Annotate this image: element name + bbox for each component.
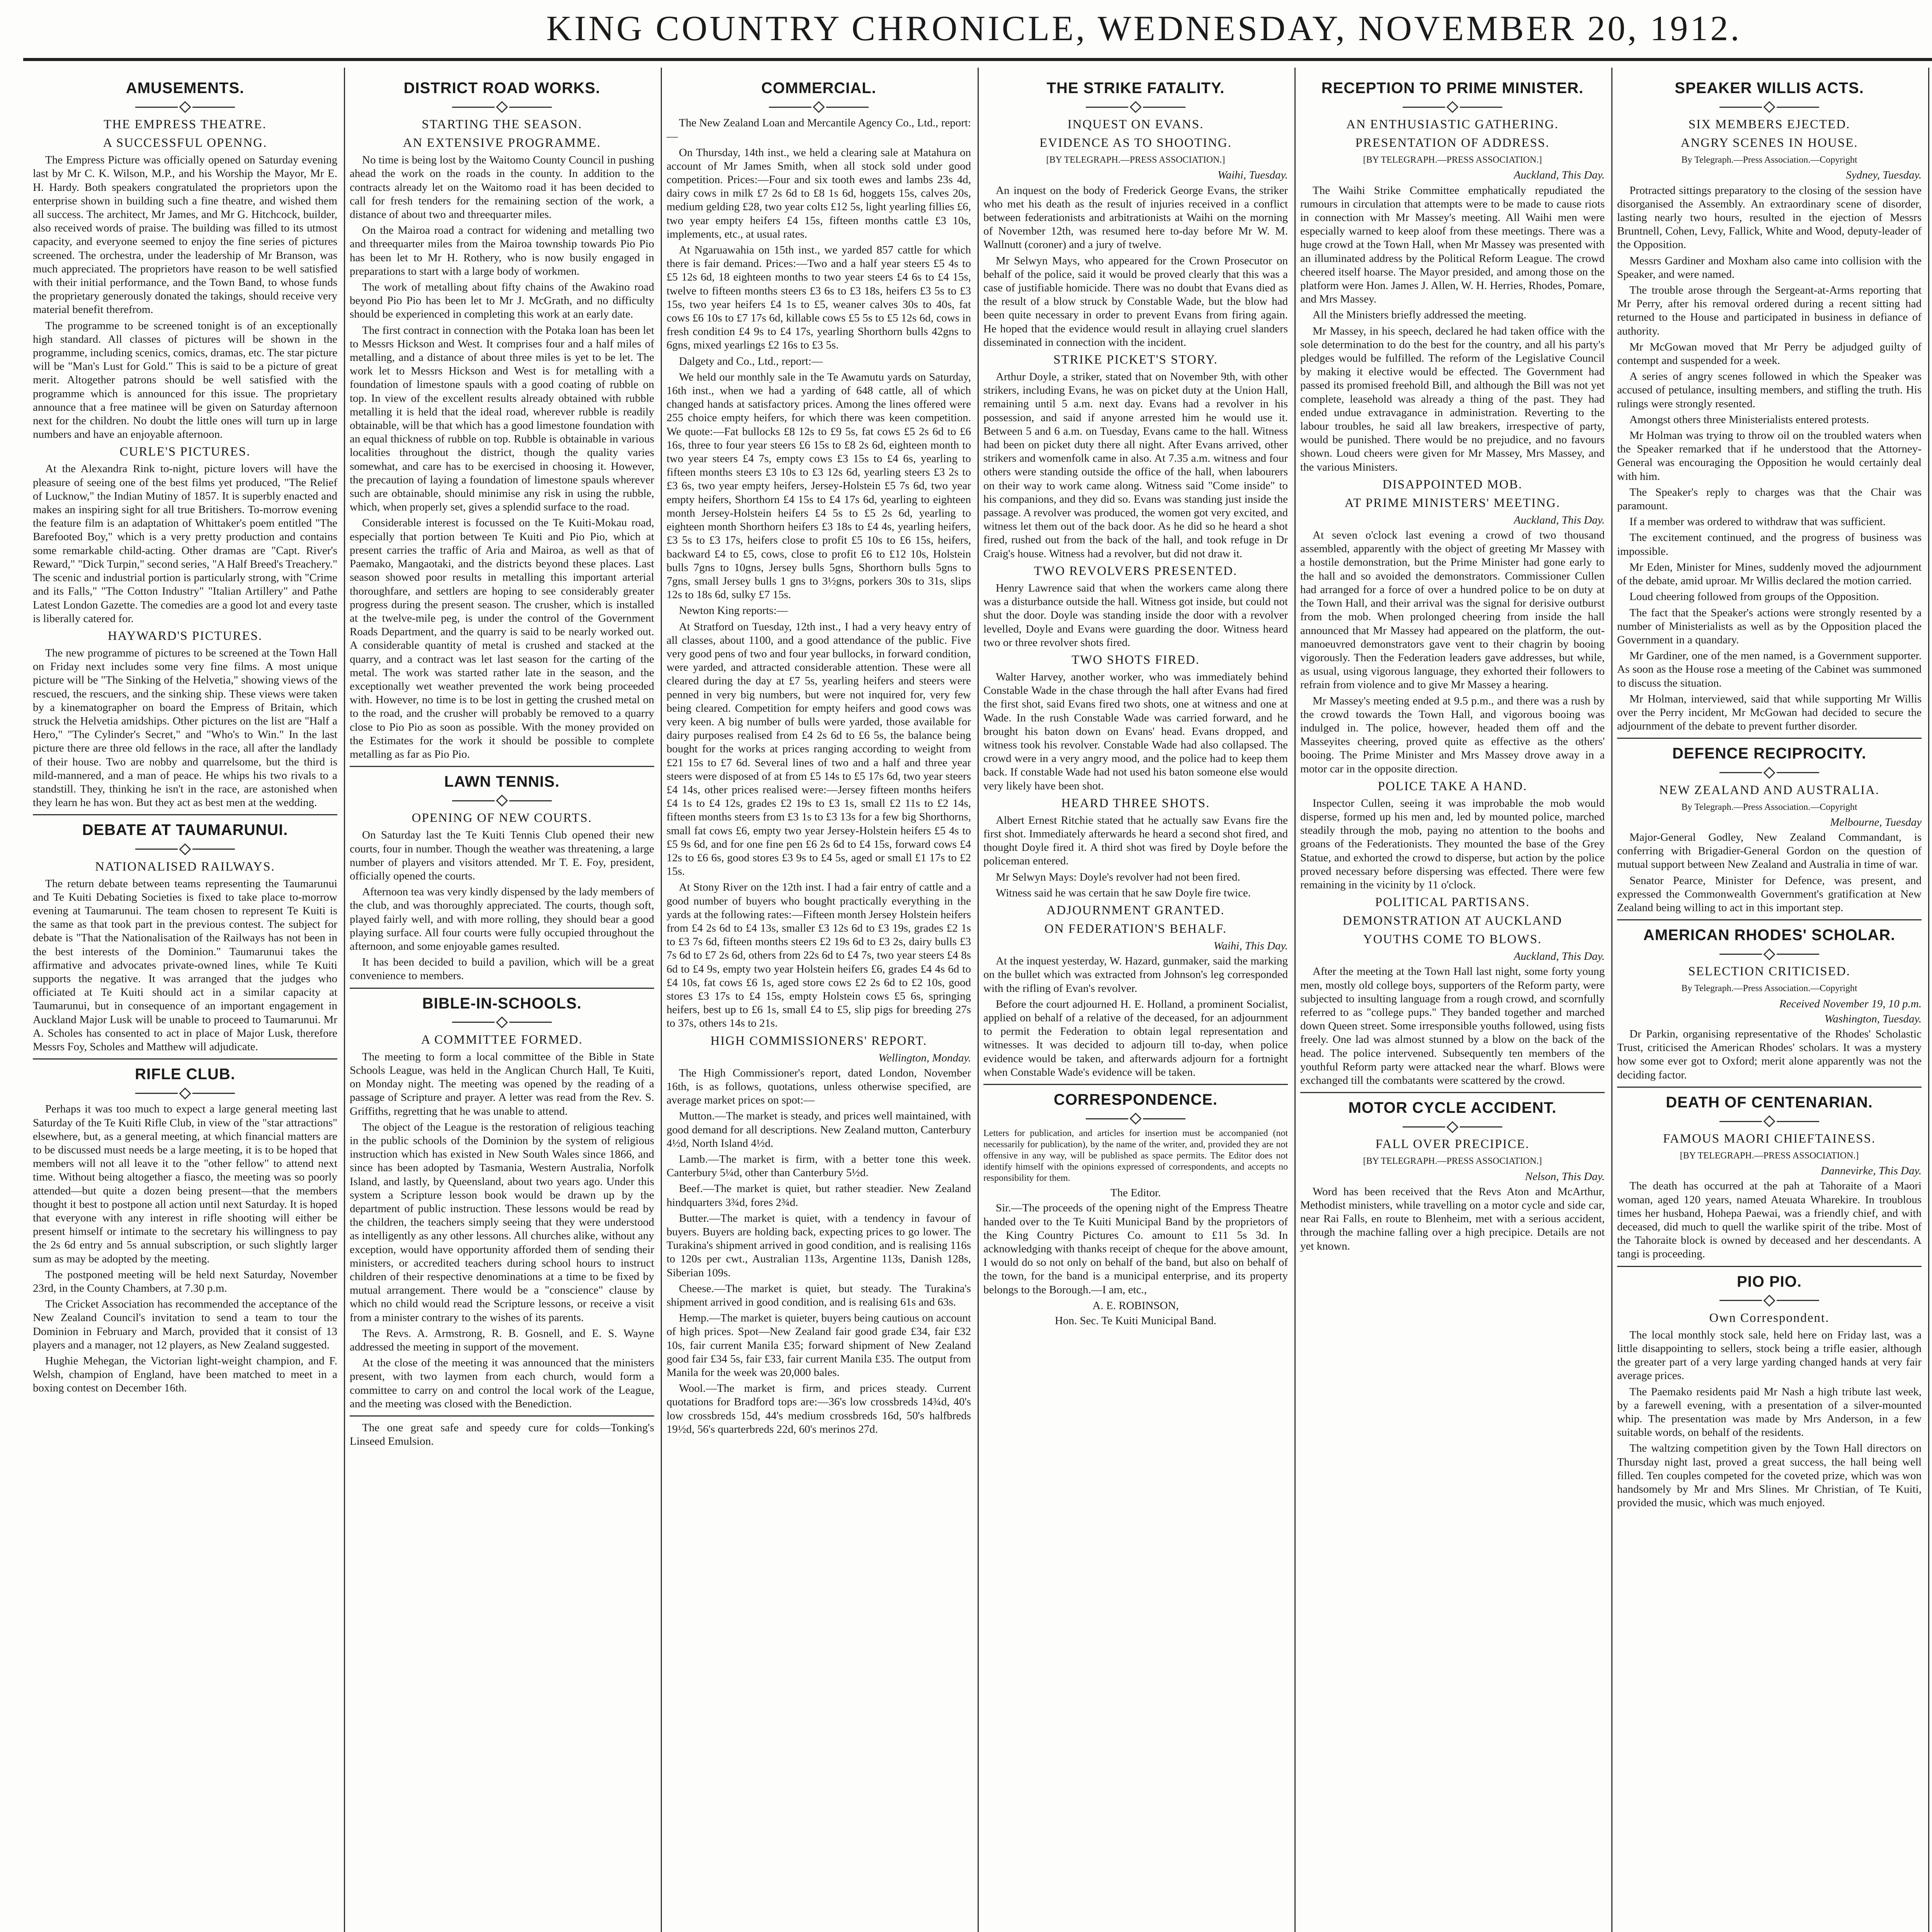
paragraph: The work of metalling about fifty chains of the Awakino road beyond Pio Pio has been let to Mr J. McGrath, and no difficulty should be experienced in completing this work at an early date. [350,281,654,321]
paragraph: The trouble arose through the Sergeant-at-Arms reporting that Mr Perry, after his removal ordered during a recent sitting had returned to the House and participated in business in defiance of authority. [1617,284,1922,337]
subhead: AN ENTHUSIASTIC GATHERING. [1346,117,1559,132]
headline-strike-fatality: THE STRIKE FATALITY. [1046,80,1225,97]
paragraph: The programme to be screened tonight is of an exceptionally high standard. All classes of pictures will be shown in the programme, including scenics, comics, dramas, etc. The star picture will be "Man's Lust for Gold." This is said to be a picture of great merit. Altogether patrons should be well satisfied with the programme which is announced for this issue. The proprietary announce that a free matinee will be given on Saturday afternoon next for the children. No doubt the little ones will turn up in large numbers and have an enjoyable afternoon. [33,319,337,441]
paragraph: The return debate between teams representing the Taumarunui and Te Kuiti Debating Societies is fixed to take place to-morrow evening at Taumarunui. The team chosen to represent Te Kuiti is the same as that took part in the previous contest. The subject for debate is "That the Nationalisation of the Railways has not been in the best interests of the Dominion." Taumarunui takes the affirmative and advocates private-owned lines, while Te Kuiti supports the negative. It was arranged that the judges who officiated at Te Kuiti should act in a similar capacity at Taumarunui, but in consequence of an important engagement in Auckland Major Lusk will be unable to proceed to Taumarunui. Mr A. Scholes has consented to act in place of Major Lusk, therefore Messrs Foy, Scholes and Matthew will adjudicate. [33,877,337,1053]
subhead: Own Correspondent. [1709,1311,1830,1325]
paragraph: Butter.—The market is quiet, with a tendency in favour of buyers. Buyers are holding back, expecting prices to go lower. The Turakina's shipment arrived in good condition, and is realising 116s to 120s per cwt., Australian 113s, Argentine 113s, Danish 128s, Siberian 109s. [667,1212,971,1279]
paragraph: The one great safe and speedy cure for colds—Tonking's Linseed Emulsion. [350,1422,654,1448]
paragraph: An inquest on the body of Frederick George Evans, the striker who met his death as the result of injuries received in a conflict between federationists and arbitrationists at Waihi on the morning of November 12th, was resumed here to-day before Mr W. M. Wallnutt (coroner) and a jury of twelve. [983,184,1288,251]
column-rule [978,68,979,1932]
column-rule [1294,68,1296,1932]
paragraph: Henry Lawrence said that when the workers came along there was a disturbance outside the hall. Witness got inside, but could not shut the door. Doyle was standing inside the door with a revolver levelled, Doyle and Evans were guarding the door. Witness heard two or three revolver shots fired. [983,582,1288,649]
paragraph: The High Commissioner's report, dated London, November 16th, is as follows, quotations, unless otherwise specified, are average market prices on spot:— [667,1066,971,1107]
ornament [1617,947,1922,960]
headline-motor-cycle: MOTOR CYCLE ACCIDENT. [1348,1099,1557,1117]
paragraph: It has been decided to build a pavilion, which will be a great convenience to members. [350,956,654,982]
subhead: AT PRIME MINISTERS' MEETING. [1344,496,1561,510]
paragraph: Inspector Cullen, seeing it was improbable the mob would disperse, formed up his men and, led by mounted police, marched steadily through the mob, paying no attention to the boohs and groans of the Federationists. They mounted the base of the Grey Statue, and exhorted the crowd to disperse, but action by the police proved necessary before dispersing was effected. There were few remaining in the vicinity by 11 o'clock. [1300,797,1605,891]
ornament [350,793,654,807]
place-line: Melbourne, Tuesday [1830,816,1922,828]
subhead: TWO REVOLVERS PRESENTED. [1034,564,1238,578]
separator [1617,1087,1922,1088]
column-5 [1300,73,1605,1932]
paragraph: Mr Selwyn Mays: Doyle's revolver had not been fired. [996,871,1240,883]
paragraph: Before the court adjourned H. E. Holland, a prominent Socialist, applied on behalf of a relative of the deceased, for an adjournment to permit the Federation to obtain legal representation and witnesses. It was decided to adjourn till to-day, when police evidence would be taken, and afterwards adjourn for a fortnight when Constable Wade's evidence will be taken. [983,998,1288,1078]
subhead: ANGRY SCENES IN HOUSE. [1680,136,1858,150]
paragraph: Perhaps it was too much to expect a large general meeting last Saturday of the Te Kuiti Rifle Club, in view of the "star attractions" elsewhere, but, as a general meeting, at which financial matters are to be discussed must needs be a large meeting, it is to be hoped that members will not all leave it to the "other fellow" to attend next time. Without being altogether a fiasco, the meeting was so poorly attended—but quite a dozen being present—that the members thought it best to postpone all action until next Saturday. It is hoped that everyone with any interest in rifle shooting will either be present himself or intimate to the secretary his willingness to pay the 2s 6d entry and 5s annual subscription, or such slightly larger sum as may be adopted by the meeting. [33,1103,337,1265]
paragraph: After the meeting at the Town Hall last night, some forty young men, mostly old college boys, supporters of the Reform party, were subjected to insulting language from a rough crowd, and scornfully referred to as "college pups." They banded together and marched down Queen street. Some irresponsible youths followed, using fists freely. One lad was almost stunned by a blow on the back of the head. The police intervened. Subsequently ten members of the youthful Reform party were attacked near the wharf. Blows were exchanged till the combatants were scattered by the crowd. [1300,965,1605,1087]
paragraph: At Ngaruawahia on 15th inst., we yarded 857 cattle for which there is fair demand. Prices:—Two and a half year steers £5 4s to £5 12s 6d, 18 eighteen months to two year steers £4 6s to £4 15s, twelve to fifteen months steers £3 6s to £3 18s, heifers £3 5s to £3 15s, two year heifers £4 1s to £5, weaner calves 30s to 40s, fat cows £6 10s to £7 17s 6d, killable cows £5 5s to £5 12s 6d, cows in fresh condition £4 9s to £4 17s, yearling Shorthorn bulls 42gns to 6gns, mixed yearlings £2 16s to £3 5s. [667,244,971,352]
place-line: Waihi, Tuesday. [1218,169,1288,182]
ornament [1300,100,1605,113]
ornament [33,100,337,113]
subhead: NEW ZEALAND AND AUSTRALIA. [1659,783,1880,797]
place-line: Washington, Tuesday. [1824,1012,1922,1025]
separator [983,1084,1288,1085]
paragraph: Albert Ernest Ritchie stated that he actually saw Evans fire the first shot. Immediately afterwards he heard a second shot fired, and thought Doyle fired it. A third shot was fired by Doyle before the policeman entered. [983,814,1288,867]
paragraph: At the inquest yesterday, W. Hazard, gunmaker, said the marking on the bullet which was extracted from Johnson's leg corresponded with the rifling of Evan's revolver. [983,955,1288,995]
column-rule [661,68,662,1932]
subhead: NATIONALISED RAILWAYS. [95,859,275,874]
headline-centenarian: DEATH OF CENTENARIAN. [1666,1094,1873,1111]
separator [1617,919,1922,920]
subhead: DEMONSTRATION AT AUCKLAND [1342,914,1563,928]
paragraph: The fact that the Speaker's actions were strongly resented by a number of Ministerialists as well as by the Opposition placed the Government in a quandary. [1617,606,1922,646]
paragraph: The local monthly stock sale, held here on Friday last, was a little disappointing to sellers, stock being a trifle easier, although the greater part of a very large yarding changed hands at very fair average prices. [1617,1328,1922,1382]
separator [350,1415,654,1417]
column-rule [344,68,345,1932]
paragraph: The Revs. A. Armstrong, R. B. Gosnell, and E. S. Wayne addressed the meeting in support of the movement. [350,1327,654,1354]
subhead: EVIDENCE AS TO SHOOTING. [1039,136,1232,150]
subhead: OPENING OF NEW COURTS. [412,811,592,825]
paragraph: If a member was ordered to withdraw that was sufficient. [1629,515,1886,528]
subhead: FALL OVER PRECIPICE. [1375,1137,1530,1151]
paragraph: Amongst others three Ministerialists entered protests. [1629,413,1869,426]
paragraph: Mr Selwyn Mays, who appeared for the Crown Prosecutor on behalf of the police, said it would be proved clearly that this was a case of justifiable homicide. There was no doubt that Evans died as the result of a blow struck by Constable Wade, but the blow had been quite necessary in order to prevent Evans from firing again. He hoped that the evidence would result in allaying cruel slanders disseminated in connection with the incident. [983,254,1288,349]
subhead: PRESENTATION OF ADDRESS. [1355,136,1550,150]
ornament [33,1086,337,1099]
subhead: HIGH COMMISSIONERS' REPORT. [710,1034,927,1048]
headline-rhodes-scholar: AMERICAN RHODES' SCHOLAR. [1643,927,1896,944]
place-line: Auckland, This Day. [1514,169,1605,182]
subhead: AN EXTENSIVE PROGRAMME. [403,136,601,150]
paragraph: Witness said he was certain that he saw Doyle fire twice. [996,886,1251,899]
ornament [1617,1293,1922,1307]
paragraph: Sir.—The proceeds of the opening night of the Empress Theatre handed over to the Te Kuiti Municipal Band by the proprietors of the King Country Pictures Co. amount to £11 5s 3d. In acknowledging with thanks receipt of cheque for the above amount, I would do so not only on behalf of the band, but also on behalf of the town, for the band is a municipal enterprise, and its property belongs to the Borough.—I am, etc., [983,1202,1288,1296]
subhead: HAYWARD'S PICTURES. [107,629,263,643]
headline-reception: RECEPTION TO PRIME MINISTER. [1321,80,1584,97]
subhead: ON FEDERATION'S BEHALF. [1044,922,1227,936]
separator [350,988,654,989]
place-line: Dannevirke, This Day. [1821,1165,1922,1177]
column-3 [667,73,971,1932]
paragraph: The meeting to form a local committee of the Bible in State Schools League, was held in the Anglican Church Hall, Te Kuiti, on Monday night. The meeting was opened by the reading of a passage of Scripture and prayer. A letter was read from the Rev. S. Griffiths, regretting that he was unable to attend. [350,1050,654,1117]
paragraph: At the Alexandra Rink to-night, picture lovers will have the pleasure of seeing one of the best films yet produced, "The Relief of Lucknow," the Indian Mutiny of 1857. It is superbly enacted and makes an inspiring sight for all true Britishers. To-morrow evening the feature film is an adaptation of Whittaker's poem entitled "The Barefooted Boy," which is a very pretty production and contains some remarkable child-acting. Other dramas are "Capt. River's Reward," "Dick Turpin," second series, "A Half Breed's Treachery." The scenic and industrial portion is particularly strong, with "Crime and its Falls," "The Cotton Industry" "Italian Artillery" and Pathe Latest London Gazette. The comedies are a good lot and every taste is liberally catered for. [33,463,337,625]
paragraph: Cheese.—The market is quiet, but steady. The Turakina's shipment arrived in good condition, and is realising 61s and 63s. [667,1282,971,1309]
headline-defence: DEFENCE RECIPROCITY. [1672,745,1867,762]
paragraph: Major-General Godley, New Zealand Commandant, is conferring with Brigadier-General Gordon on the question of mutual support between New Zealand and Australia in time of war. [1617,831,1922,871]
paragraph: At the close of the meeting it was announced that the ministers present, with two laymen from each church, would form a committee to carry on and control the local work of the League, and the meeting was closed with the Benediction. [350,1357,654,1410]
paragraph: Mr Holman, interviewed, said that while supporting Mr Willis over the Perry incident, Mr McGowan had decided to secure the adjournment of the debate to prevent further disorder. [1617,692,1922,733]
place-line: Waihi, This Day. [1213,939,1288,952]
separator [350,766,654,767]
separator [1300,1092,1605,1093]
place-line: Wellington, Monday. [878,1051,971,1064]
paragraph: Word has been received that the Revs Aton and McArthur, Methodist ministers, while travelling on a motor cycle and side car, near Rai Falls, en route to Blenheim, met with a serious accident, through the machine falling over a high precipice. Details are not yet known. [1300,1185,1605,1252]
signature-title: Hon. Sec. Te Kuiti Municipal Band. [1055,1315,1216,1327]
paragraph: Mr Gardiner, one of the men named, is a Government supporter. As soon as the House rose a meeting of the Cabinet was summoned to discuss the situation. [1617,650,1922,689]
paragraph: Mr McGowan moved that Mr Perry be adjudged guilty of contempt and suspended for a week. [1617,340,1922,367]
ornament [1617,100,1922,113]
ornament [350,100,654,113]
paragraph: All the Ministers briefly addressed the meeting. [1313,309,1527,321]
paragraph: Mutton.—The market is steady, and prices well maintained, with good demand for all descriptions. New Zealand mutton, Canterbury 4½d, North Island 4½d. [667,1110,971,1150]
ornament [350,1015,654,1029]
signature-name: A. E. ROBINSON, [1092,1299,1179,1312]
paragraph: At Stony River on the 12th inst. I had a fair entry of cattle and a good number of buyers who bought practically everything in the yards at the following rates:—Fifteen month Jersey Holstein heifers from £4 2s 6d to £4 13s, smaller £3 12s 6d to £3 19s, grades £2 1s to £3 7s 6d, fifteen months steers £2 19s 6d to £3 2s, dairy bulls £3 7s 6d to £7 2s 6d, others from 22s 6d to £4 7s, two year steers £4 8s 6d to £4 9s, empty two year Holstein heifers £6, grades £4 4s 6d to £4 10s, fat cows £6 1s, aged store cows £2 2s 6d to £2 10s, good stores £3 17s to £4 15s, empty Holstein cows £5 6s, springing heifers, best up to £6 1s, small £4 to £5, slip pigs for breeding 27s to 37s, others 14s to 21s. [667,881,971,1030]
dateline: [BY TELEGRAPH.—PRESS ASSOCIATION.] [1363,1156,1542,1167]
paragraph: On Thursday, 14th inst., we held a clearing sale at Matahura on account of Mr James Smith, when all stock sold under good competition. Prices:—Four and six tooth ewes and lambs 23s 4d, dairy cows in milk £7 2s 6d to £8 1s 6d, hoggets 15s, calves 20s, medium gelding £28, two year colts £12 5s, light yearling fillies £6, two year empty heifers £4 15s, fifteen months cattle £3 10s, implements, etc., at usual rates. [667,146,971,240]
subhead: SELECTION CRITICISED. [1688,964,1850,979]
masthead-rule [23,58,1932,61]
paragraph: Walter Harvey, another worker, who was immediately behind Constable Wade in the chase through the hall after Evans had fired the first shot, said Evans fired two shots, one at witness and one at Wade. In the rush Constable Wade was carried forward, and he brought his baton down on Evans' head. Evans dropped, and witness took his revolver. Constable Wade had also collapsed. The crowd were in a very angry mood, and the police had to keep them back. If constable Wade had not used his baton someone else would very likely have been shot. [983,670,1288,792]
editor-note: Letters for publication, and articles for insertion must be accompanied (not necessarily for publication), by the name of the writer, and, provided they are not offensive in any way, will be published as space permits. The Editor does not identify himself with the opinions expressed of correspondents, and accepts no responsibility for them. [983,1128,1288,1184]
subhead: A COMMITTEE FORMED. [421,1032,583,1047]
paragraph: On Saturday last the Te Kuiti Tennis Club opened their new courts, four in number. Though the weather was threatening, a large number of players and visitors attended. Mr T. E. Foy, president, officially opened the courts. [350,829,654,882]
paragraph: Protracted sittings preparatory to the closing of the session have disorganised the Assembly. An extraordinary scene of disorder, lasting nearly two hours, resulted in the ejection of Messrs Bruntnell, Cohen, Levy, Fallick, White and Wood, deputy-leader of the Opposition. [1617,184,1922,251]
paragraph: The death has occurred at the pah at Tahoraite of a Maori woman, aged 120 years, named Ateuata Wharekire. In troublous times her husband, Hohepa Paewai, was a friendly chief, and with deceased, did much to quell the warlike spirit of the tribe. Most of the Tahoraite block is owned by deceased and her descendants. A tangi is proceeding. [1617,1180,1922,1260]
paragraph: The Speaker's reply to charges was that the Chair was paramount. [1617,486,1922,512]
headline-rifle-club: RIFLE CLUB. [135,1066,235,1083]
letter-salutation: The Editor. [1110,1187,1161,1199]
paragraph: The Cricket Association has recommended the acceptance of the New Zealand Council's invitation to send a team to tour the Dominion in February and March, provided that it consist of 13 players and a manager, not 12 players, as New Zealand suggested. [33,1298,337,1351]
ornament [1617,1114,1922,1128]
paragraph: The Paemako residents paid Mr Nash a high tribute last week, by a farewell evening, with a presentation of a silver-mounted whip. The presentation was made by Mrs Anderson, in a few suitable words, on behalf of the residents. [1617,1385,1922,1439]
subhead: POLICE TAKE A HAND. [1378,779,1527,793]
subhead: YOUTHS COME TO BLOWS. [1363,932,1542,947]
headline-amusements: AMUSEMENTS. [126,80,245,97]
subhead: STRIKE PICKET'S STORY. [1053,353,1218,367]
paragraph: The waltzing competition given by the Town Hall directors on Thursday night last, proved a great success, the hall being well filled. Ten couples competed for the coveted prize, which was won handsomely by Mr and Mrs Slines. Mr Christian, of Te Kuiti, provided the music, which was much enjoyed. [1617,1442,1922,1509]
headline-commercial: COMMERCIAL. [761,80,876,97]
paragraph: Hughie Mehegan, the Victorian light-weight champion, and F. Welsh, champion of England, have been matched to meet in a boxing contest on December 16th. [33,1355,337,1395]
separator [33,814,337,815]
ornament [33,842,337,855]
dateline: [BY TELEGRAPH.—PRESS ASSOCIATION.] [1046,155,1225,165]
paragraph: Beef.—The market is quiet, but rather steadier. New Zealand hindquarters 3¾d, fores 2¾d. [667,1182,971,1209]
ornament [667,100,971,113]
paragraph: The object of the League is the restoration of religious teaching in the public schools of the Dominion by the system of religious instruction which has existed in New South Wales since 1866, and since has been adopted by Tasmania, Western Australia, Norfolk Island, and lastly, by Queensland, about two years ago. Under this system a Scripture lesson book would be drawn up by the department of public instruction. These lessons would be read by the children, the teachers simply seeing that they were understood as intelligently as any other lessons. All churches alike, without any exception, would have opportunity afforded them of sending their ministers, or accredited teachers during school hours to instruct children of their respective denominations at a time to be fixed by mutual arrangement. There would be a "conscience" clause by which no child would read the Scripture lessons, or receive a visit from a minister contrary to the wishes of its parents. [350,1121,654,1324]
separator [33,1058,337,1060]
paragraph: Afternoon tea was very kindly dispensed by the lady members of the club, and was thoroughly appreciated. The courts, though soft, played fairly well, and with more rolling, they should bear a good playing surface. All four courts were fully occupied throughout the afternoon, and some enjoyable games resulted. [350,886,654,952]
column-rule [1611,68,1612,1932]
subhead: POLITICAL PARTISANS. [1375,895,1530,910]
place-line: Auckland, This Day. [1514,514,1605,526]
subhead: ADJOURNMENT GRANTED. [1046,903,1225,917]
subhead: HEARD THREE SHOTS. [1061,796,1210,810]
headline-debate: DEBATE AT TAUMARUNUI. [82,821,288,839]
subhead: TWO SHOTS FIRED. [1071,653,1200,667]
headline-pio-pio: PIO PIO. [1736,1273,1802,1290]
paragraph: The new programme of pictures to be screened at the Town Hall on Friday next includes some very fine films. A most unique picture will be "The Sinking of the Helvetia," showing views of the rescued, the rescuers, and the sinking ship. These views were taken by a kinematographer on board the Empress of Britain, which struck the Helvetia amidships. Other pictures on the list are "Half a Hero," "The Cylinder's Secret," and "Who's to Win." In the last picture there are three old fellows in the race, all after the landlady of their house. Two are nobby and quarrelsome, but the third is mild-mannered, and a man of peace. He whips his two rivals to a standstill. They, thinking he isn't in the race, are astonished when they learn he has won. But they act as best men at the wedding. [33,646,337,809]
paragraph: The New Zealand Loan and Mercantile Agency Co., Ltd., report:— [667,117,971,143]
paragraph: A series of angry scenes followed in which the Speaker was accused of petulance, insulting members, and stifling the truth. His rulings were strongly resented. [1617,370,1922,410]
ornament [1617,765,1922,779]
paragraph: We held our monthly sale in the Te Awamutu yards on Saturday, 16th inst., when we had a yarding of 648 cattle, all of which changed hands at satisfactory prices. Among the lines offered were 255 choice empty heifers, for which there was keen competition. We quote:—Fat bullocks £8 12s to £9 5s, fat cows £5 2s 6d to £6 16s, three to four year steers £6 15s to £8 2s 6d, eighteen month to two year steers £4 7s, empty cows £3 15s to £4 6s, yearling to fifteen months steers £3 10s to £3 12s 6d, yearling steers £3 2s to £3 6s, two year empty heifers, Jersey-Holstein £5 7s 6d, two year empty heifers, Shorthorn £4 15s to £4 17s 6d, yearling to eighteen month Jersey-Holstein heifers £4 5s to £5 2s 6d, yearling to eighteen month Shorthorn heifers £3 18s to £4 4s, yearling heifers, £3 5s to £3 17s, heifers close to profit £5 10s to £6 15s, heifers, backward £4 to £5, cows, close to profit £6 to £12 10s, Holstein bulls 7gns to 10gns, Jersey bulls 5gns, Shorthorn bulls 5gns to 7gns, small Jersey bulls 1 gns to 3½gns, porkers 30s to 31s, slips 12s to 18s 6d, sulky £7 15s. [667,371,971,601]
paragraph: Arthur Doyle, a striker, stated that on November 9th, with other strikers, including Evans, he was on picket duty at the Union Hall, remaining until 5 a.m. next day. Evans had a revolver in his possession, and said if anyone arrested him he would use it. Between 5 and 6 a.m. on Tuesday, Evans came to the hall. Witness had been on picket duty there all night. After Evans arrived, other strikers and womenfolk came in also. At 7.35 a.m. witness and four others were standing outside the office of the hall, when labourers on their way to work came along. Witness said "Come inside" to his companions, and they did so. Evans was standing just inside the passage. A revolver was produced, the women got very excited, and witness let them out of the back door. As he did so he heard a shot fired, rushed out from the back of the hall, and took refuge in Dr Craig's house. Witness had a revolver, but did not draw it. [983,371,1288,560]
paragraph: Mr Massey's meeting ended at 9.5 p.m., and there was a rush by the crowd towards the Town Hall, and vigorous booing was indulged in. The police, however, headed them off and the Masseyites cheering, proved quite as effective as the others' booing. The Prime Minister and Mrs Massey drove away in a motor car in the opposite direction. [1300,694,1605,775]
subhead: A SUCCESSFUL OPENNG. [103,136,267,150]
paragraph: Dalgety and Co., Ltd., report:— [679,355,823,367]
paragraph: Mr Holman was trying to throw oil on the troubled waters when the Speaker remarked that if he understood that the Attorney-General was encouraging the Opposition he would certainly deal with him. [1617,429,1922,483]
place-line: Received November 19, 10 p.m. [1779,997,1922,1010]
paragraph: Dr Parkin, organising representative of the Rhodes' Scholastic Trust, criticised the American Rhodes' scholars. It was a mystery how some ever got to Oxford; merit alone apparently was not the deciding factor. [1617,1027,1922,1081]
column-4 [983,73,1288,1932]
paragraph: Mr Eden, Minister for Mines, suddenly moved the adjournment of the debate, amid uproar. Mr Willis declared the motion carried. [1617,561,1922,587]
paragraph: The Empress Picture was officially opened on Saturday evening last by Mr C. K. Wilson, M.P., and his Worship the Mayor, Mr E. H. Hardy. Both speakers congratulated the proprietors upon the enterprise shown in building such a fine theatre, and wished them all success. The architect, Mr James, and Mr G. Hitchcock, builder, also received words of praise. The building was filled to its utmost capacity, and everyone seemed to enjoy the fine series of pictures screened. The orchestra, under the leadership of Mr Branson, was much appreciated. The proprietors have reason to be well satisfied with their initial performance, and the Town Band, to whose funds the proprietary generously donated the takings, should receive very material benefit therefrom. [33,154,337,316]
subhead: THE EMPRESS THEATRE. [104,117,267,132]
paragraph: Hemp.—The market is quieter, buyers being cautious on account of high prices. Spot—New Zealand fair good grade £34, fair £32 10s, fair current Manila £35; forward shipment of New Zealand good fair £34 5s, fair £33, fair current Manila £35. The output from Manila for the week was 20,000 bales. [667,1312,971,1379]
ornament [983,100,1288,113]
paragraph: Mr Massey, in his speech, declared he had taken office with the sole determination to do the best for the country, and all his party's pledges would be fulfilled. The reform of the Legislative Council by making it elective would be effected. The Government had passed its promised freehold Bill, and although the Bill was not yet complete, leasehold was already a thing of the past. They had ended undue extravagance in administration. Reverting to the labour troubles, he said all law breakers, irrespective of party, would be punished. There would be no prejudice, and no favours shown. Loud cheers were given for Mr Massey, Mrs Massey, and the various Ministers. [1300,325,1605,473]
place-line: Nelson, This Day. [1525,1170,1605,1183]
dateline: By Telegraph.—Press Association.—Copyright [1681,155,1857,165]
paragraph: Considerable interest is focussed on the Te Kuiti-Mokau road, especially that portion between Te Kuiti and Pio Pio, which at present carries the traffic of Aria and Mairoa, as well as that of Paemako, Mangaotaki, and the districts beyond these places. Last season showed poor results in metalling this important arterial thoroughfare, and settlers are hoping to see considerably greater progress during the present season. The crusher, which is installed at the twelve-mile peg, is under the control of the Government Roads Department, and the quarry is said to be nearly worked out. A considerable quantity of metal is crushed and stacked at the quarry, and a contract was let last season for the carting of the metal. The work was started rather late in the season, and the exceptionally wet weather prevented the work being proceeded with. However, no time is to be lost in getting the crushed metal on to the road, and the crusher will probably be removed to a quarry close to Pio Pio as soon as possible. With the money provided on the Estimates for the work it should be possible to complete metalling as far as Pio Pio. [350,517,654,760]
column-2 [350,73,654,1932]
paragraph: Newton King reports:— [679,604,788,617]
masthead [31,8,1932,54]
subhead: CURLE'S PICTURES. [119,445,251,459]
headline-correspondence: CORRESPONDENCE. [1054,1091,1218,1108]
subhead: SIX MEMBERS EJECTED. [1688,117,1850,132]
column-rule [1928,68,1929,1932]
paragraph: At Stratford on Tuesday, 12th inst., I had a very heavy entry of all classes, about 1100, and a good attendance of the public. Five very good pens of two and four year bullocks, in forward condition, were yarded, and attracted considerable attention. These were all cleared during the day at £7 5s, yearling heifers and steers were penned in very big numbers, but were not inquired for, very few being cleared. Competition for empty heifers and good cows was very keen. A big number of bulls were yarded, those available for dairy purposes realised from £4 2s 6d to £6 5s, the balance being bought for the works at prices ranging according to weight from £21 15s to £7 6d. Several lines of two and a half and three year steers were disposed of at from £5 14s to £5 17s 6d, two year steers £4 14s, other prices realised were:—Jersey fifteen months heifers £4 1s to £4 12s, grades £2 19s to £3 1s, small £2 11s to £2 14s, fifteen months steers from £3 1s to £3 13s for a few big Shorthorns, small fat cows £6, empty two year Jersey-Holstein heifers £5 4s to £5 9s 6d, and for one fine pen £6 2s 6d to £4 15s, forward cows £4 12s to £6 6s, good stores £3 9s to £4 5s, aged or small £1 17s to £2 15s. [667,620,971,878]
paragraph: The first contract in connection with the Potaka loan has been let to Messrs Hickson and West. It comprises four and a half miles of metalling, and a distance of about three miles is yet to be let. The work let to Messrs Hickson and West is for metalling with a foundation of limestone spauls with a good coating of rubble on top. In view of the excellent results already obtained with rubble metalling it is held that the ideal road, wherever rubble is readily obtainable, will be that which has a good limestone foundation with an equal thickness of rubble on top. Rubble is obtainable in various localities throughout the district, though the quality varies somewhat, and care has to be exercised in choosing it. However, the precaution of laying a foundation of limestone spauls wherever such are obtainable, should minimise any risk in using the rubble, which, when properly set, gives a splendid surface to the road. [350,324,654,514]
subhead: STARTING THE SEASON. [422,117,582,132]
paragraph: The postponed meeting will be held next Saturday, November 23rd, in the County Chambers, at 7.30 p.m. [33,1268,337,1295]
paragraph: The Waihi Strike Committee emphatically repudiated the rumours in circulation that attempts were to be made to cause riots in connection with Mr Massey's meeting. All Waihi men were especially warned to keep aloof from these meetings. There was a huge crowd at the Town Hall, when Mr Massey was presented with an illuminated address by the Political Reform League. The crowd cheered itself hoarse. The Mayor presided, and among those on the platform were Hon. James J. Allen, W. H. Herries, Rhodes, Pomare, and Mrs Massey. [1300,184,1605,306]
separator [1617,1266,1922,1267]
paragraph: Senator Pearce, Minister for Defence, was present, and expressed the Commonwealth Government's gratification at New Zealand being willing to act in this important step. [1617,874,1922,914]
subhead: FAMOUS MAORI CHIEFTAINESS. [1663,1131,1876,1146]
ornament [1300,1119,1605,1133]
paragraph: On the Mairoa road a contract for widening and metalling two and threequarter miles from the Mairoa township towards Pio Pio has been let to Mr H. Rothery, who is now busily engaged in preparations to start with a large body of workmen. [350,224,654,277]
paragraph: Messrs Gardiner and Moxham also came into collision with the Speaker, and were named. [1617,254,1922,281]
headline-speaker-willis: SPEAKER WILLIS ACTS. [1675,80,1864,97]
paragraph: The excitement continued, and the progress of business was impossible. [1617,531,1922,558]
separator [1617,738,1922,739]
headline-road-works: DISTRICT ROAD WORKS. [403,80,600,97]
dateline: [BY TELEGRAPH.—PRESS ASSOCIATION.] [1680,1150,1859,1161]
dateline: By Telegraph.—Press Association.—Copyright [1681,983,1857,994]
paragraph: Lamb.—The market is firm, with a better tone this week. Canterbury 5¼d, other than Canterbury 5½d. [667,1153,971,1179]
place-line: Auckland, This Day. [1514,950,1605,963]
ornament [983,1111,1288,1125]
subhead: DISAPPOINTED MOB. [1382,477,1523,492]
column-1 [33,73,337,1932]
paragraph: No time is being lost by the Waitomo County Council in pushing ahead the work on the roads in the county. In addition to the contracts already let on the Waitomo road it has been decided to call for fresh tenders for the remaining section of the work, a distance of about two and threequarter miles. [350,154,654,221]
paragraph: Wool.—The market is firm, and prices steady. Current quotations for Bradford tops are:—36's low crossbreds 14¾d, 40's low crossbreds 15d, 44's medium crossbreds 16d, 50's halfbreds 19½d, 56's quarterbreds 22d, 60's merinos 27d. [667,1382,971,1435]
paragraph: Loud cheering followed from groups of the Opposition. [1629,590,1879,603]
column-6 [1617,73,1922,1932]
dateline: [BY TELEGRAPH.—PRESS ASSOCIATION.] [1363,155,1542,165]
headline-lawn-tennis: LAWN TENNIS. [444,773,560,791]
place-line: Sydney, Tuesday. [1846,169,1922,182]
subhead: INQUEST ON EVANS. [1067,117,1204,132]
masthead-title: KING COUNTRY CHRONICLE, WEDNESDAY, NOVEMBER 20, 1912. [546,9,1742,48]
paragraph: At seven o'clock last evening a crowd of two thousand assembled, apparently with the object of greeting Mr Massey with a hostile demonstration, but the Prime Minister had gone early to the hall and so avoided the demonstrators. Commissioner Cullen had arranged for a force of over a hundred police to be on duty at the Town Hall, and their arrival was the signal for derisive outburst from the mob. When prolonged cheering from inside the hall announced that Mr Massey had appeared on the platform, the out-manoeuvred demonstrators gave vent to their chagrin by booing vigorously. Then the Federation leaders gave addresses, but while, as usual, using vigorous language, they exhorted their followers to refrain from violence and to give Mr Massey a hearing. [1300,529,1605,691]
dateline: By Telegraph.—Press Association.—Copyright [1681,802,1857,812]
headline-bible-in-schools: BIBLE-IN-SCHOOLS. [422,995,582,1012]
